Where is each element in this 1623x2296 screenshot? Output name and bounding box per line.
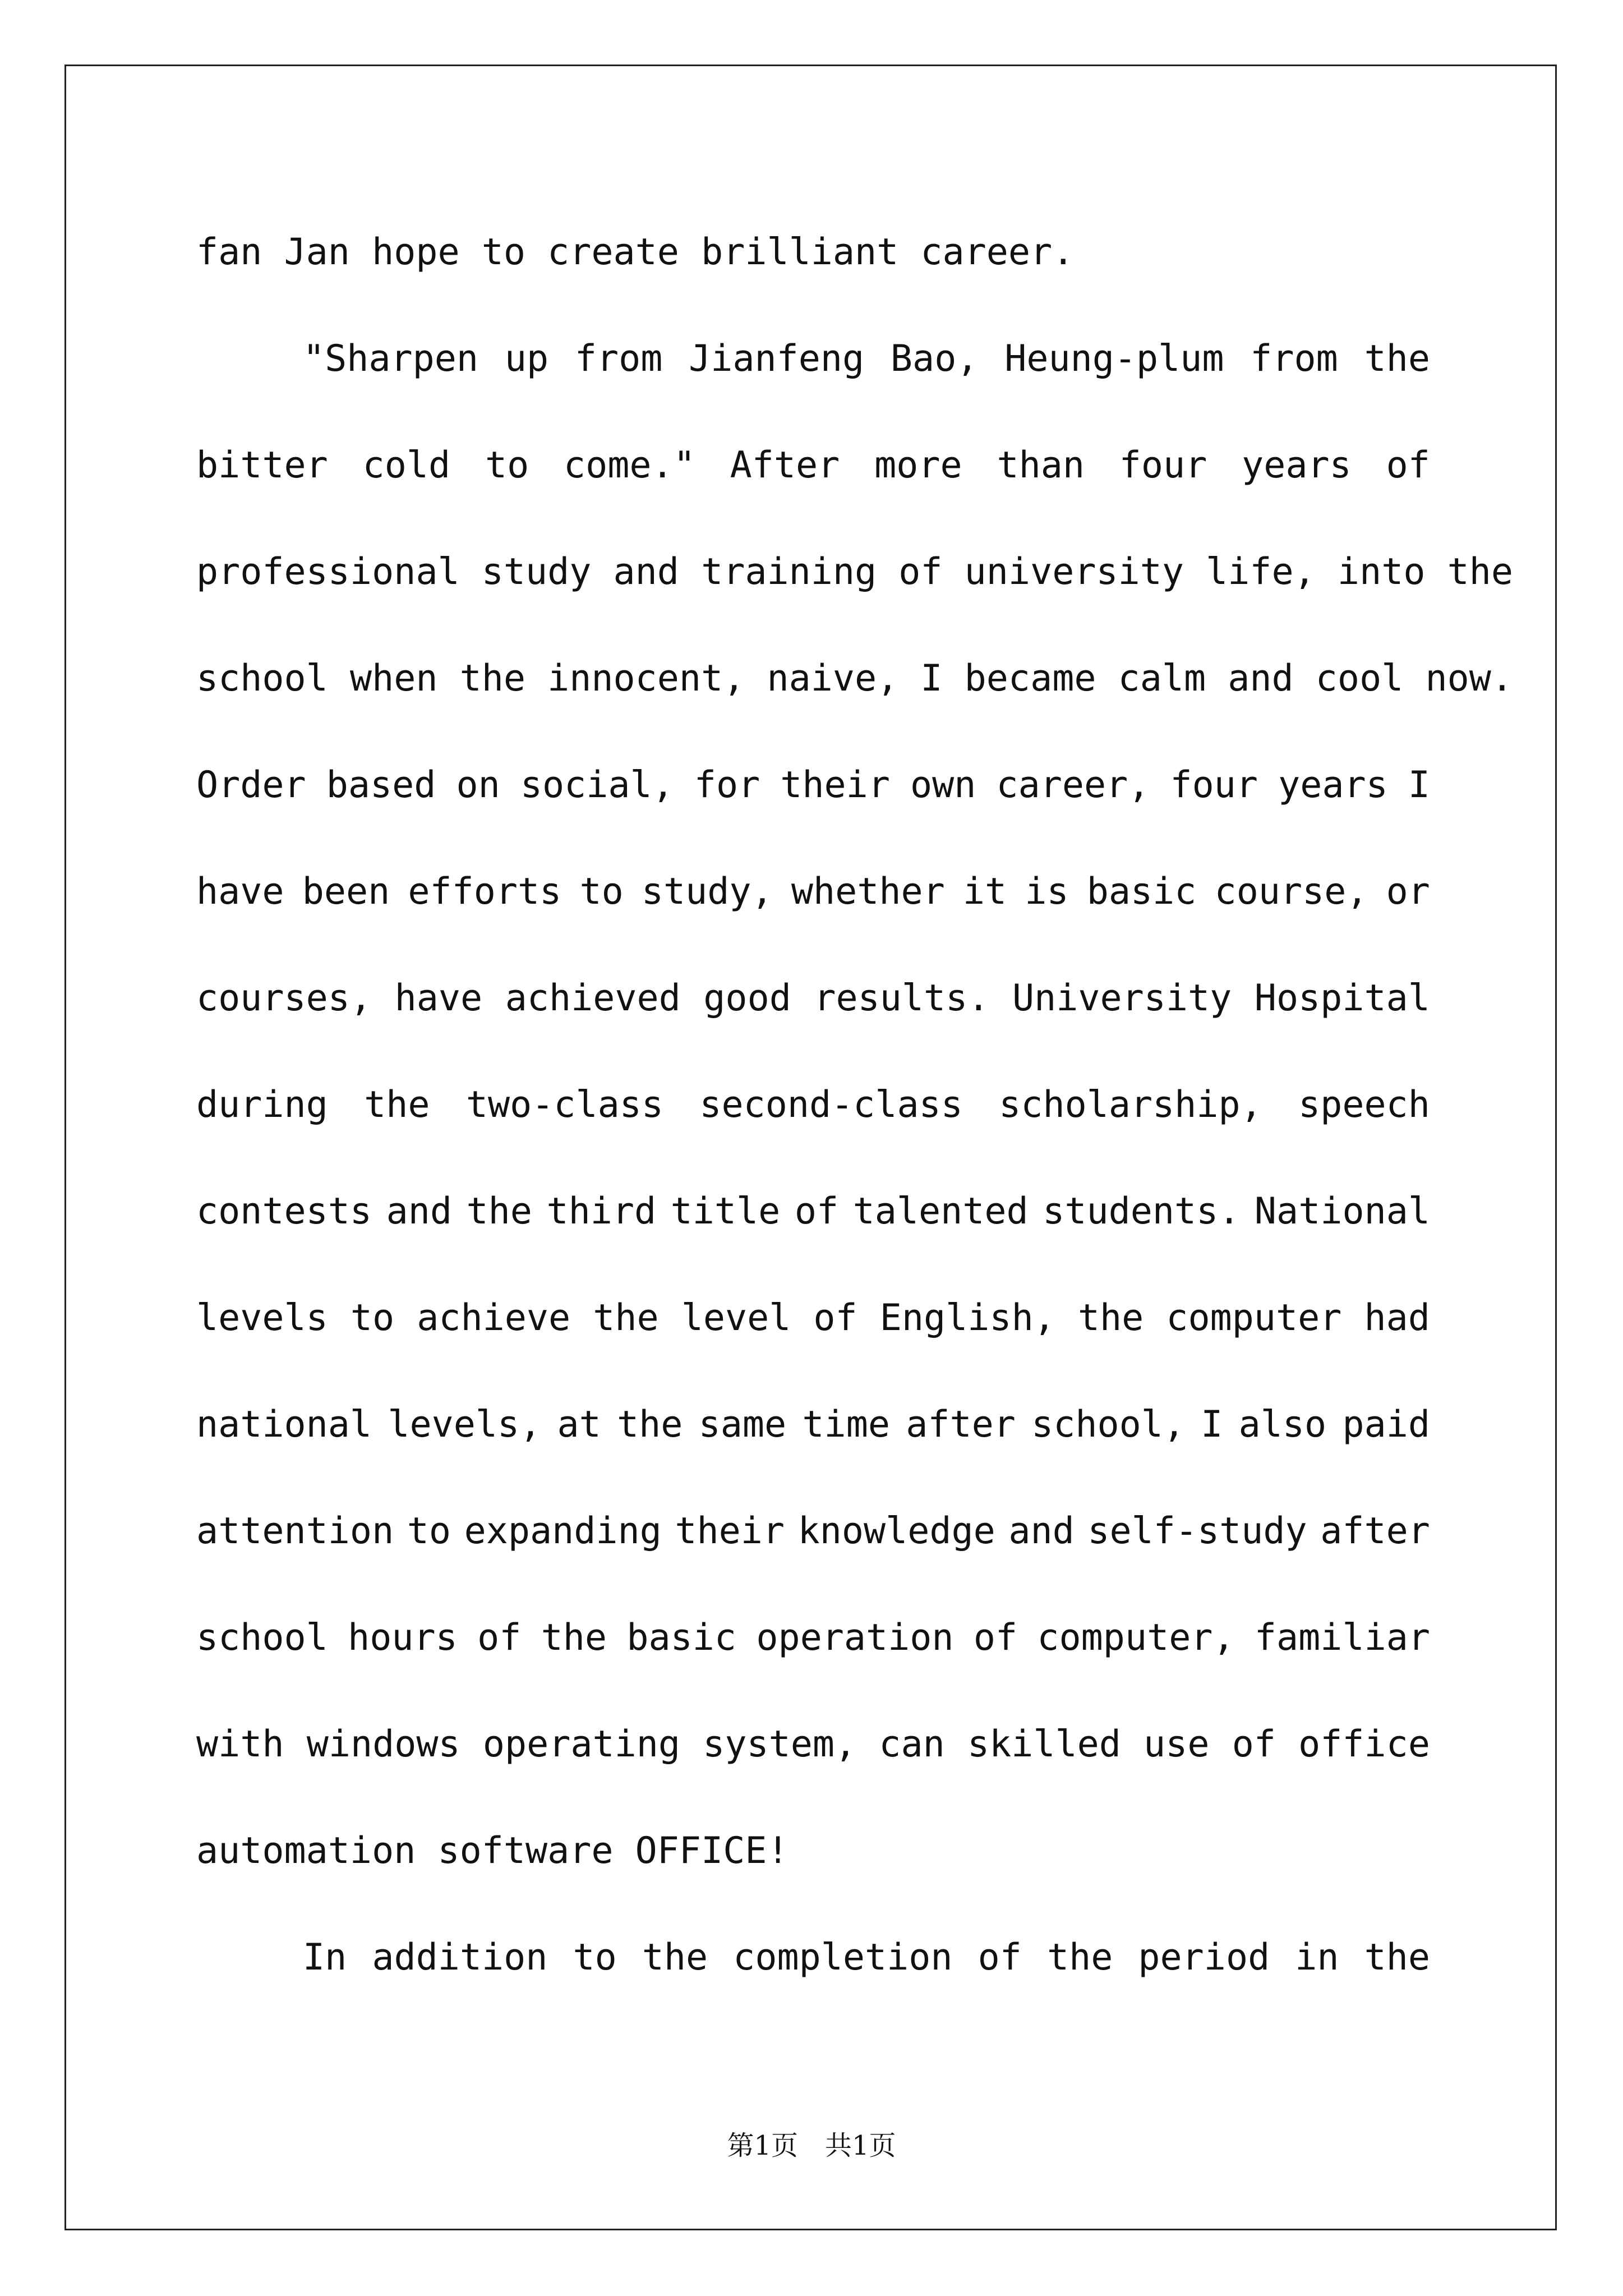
text-line: with windows operating system, can skilled use of office <box>196 1723 1430 1765</box>
text-line: during the two-class second-class scholarship, speech <box>196 1084 1430 1126</box>
page-footer: 第1页 共1页 <box>727 2130 896 2161</box>
text-line: school when the innocent, naive, I became calm and cool now. <box>196 657 1513 700</box>
text-line: fan Jan hope to create brilliant career. <box>196 231 1075 273</box>
text-line: automation software OFFICE! <box>196 1830 789 1872</box>
text-line: professional study and training of university life, into the <box>196 551 1513 593</box>
text-line: courses, have achieved good results. University Hospital <box>196 977 1430 1019</box>
text-line: levels to achieve the level of English, the computer had <box>196 1297 1430 1339</box>
text-line: attention to expanding their knowledge and self-study after <box>196 1510 1430 1552</box>
text-line: national levels, at the same time after school, I also paid <box>196 1404 1430 1446</box>
text-line: contests and the third title of talented students. National <box>196 1190 1430 1232</box>
text-line: "Sharpen up from Jianfeng Bao, Heung-plum from the <box>303 338 1430 380</box>
text-line: bitter cold to come." After more than four years of <box>196 444 1430 486</box>
text-line: school hours of the basic operation of computer, familiar <box>196 1617 1430 1659</box>
text-line: have been efforts to study, whether it is basic course, or <box>196 871 1430 913</box>
text-line: Order based on social, for their own career, four years I <box>196 764 1430 806</box>
page-border <box>64 65 1557 2230</box>
text-line: In addition to the completion of the period in the <box>303 1936 1430 1978</box>
